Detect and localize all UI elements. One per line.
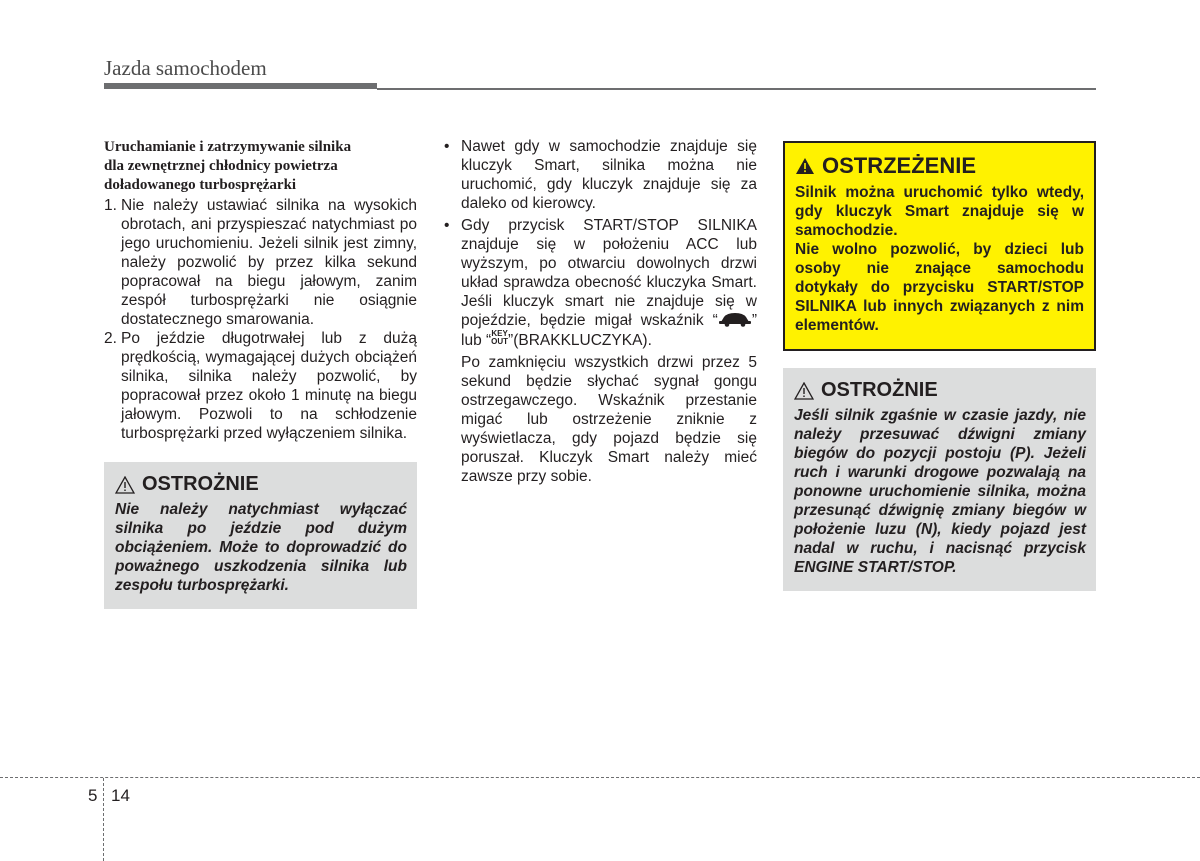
- warning-title-text: OSTRZEŻENIE: [822, 153, 977, 178]
- caution-text: Jeśli silnik zgaśnie w czasie jazdy, nie należy przesuwać dźwigni zmiany biegów do pozycji postoju (P). Jeżeli ruch i warunki drogowe pozwalają na ponowne uruchomienie silnika, można przesunąć dźwignię zmiany biegów w położenie luzu (N), kiedy pojazd jest nadal w ruchu, i nacisnąć przycisk ENGINE START/STOP.: [794, 407, 1086, 576]
- key-label: KEY: [491, 329, 508, 338]
- caution-text: Nie należy natychmiast wyłączać silnika po jeździe pod dużym obciążeniem. Może to doprowadzić do poważnego uszkodzenia silnika lub zespołu turbosprężarki.: [115, 501, 407, 594]
- caution-box: [783, 368, 1096, 591]
- quote-lub: ” lub “: [461, 312, 758, 349]
- header-rule-thin: [377, 88, 1096, 90]
- item-text-main: Gdy przycisk START/STOP SILNIKA znajduje się w położeniu ACC lub wyższym, po otwarciu dowolnych drzwi układ sprawdza obecność kluczyka Smart. Jeśli kluczyk smart nie znajduje się w pojeździe, będzie migał wskaźnik: [461, 217, 757, 329]
- item-number: 1.: [104, 197, 117, 214]
- warning-triangle-icon: [795, 157, 815, 175]
- caution-box: [104, 462, 417, 609]
- warning-triangle-icon: [115, 476, 135, 494]
- out-label: OUT: [491, 337, 509, 346]
- column-right: [783, 141, 1096, 591]
- warning-text-1: Silnik można uruchomić tylko wtedy, gdy kluczyk Smart znajduje się w samochodzie.: [795, 184, 1084, 239]
- page-header-title: Jazda samochodem: [104, 56, 267, 80]
- chapter-number: 5: [88, 786, 98, 805]
- bullet-dot: •: [444, 138, 450, 155]
- list-item: [104, 196, 417, 329]
- heading-line: Uruchamianie i zatrzymywanie silnika: [104, 139, 352, 155]
- quote-end: ”(BRAKKLUCZYKA).: [508, 332, 652, 349]
- car-indicator-icon: [718, 311, 752, 327]
- paragraph: Po zamknięciu wszystkich drzwi przez 5 sekund będzie słychać sygnał gongu ostrzegawczego. Wskaźnik przestanie migać lub ostrzeżenie zniknie z wyświetlacza, gdy pojazd będzie się poruszał. Kluczyk Smart należy mieć zawsze przy sobie.: [461, 354, 757, 485]
- warning-title: [795, 153, 1084, 179]
- warning-triangle-icon: [794, 382, 814, 400]
- list-item: [104, 329, 417, 443]
- list-item: [444, 216, 757, 350]
- column-left: [104, 137, 417, 609]
- heading-line: doładowanego turbosprężarki: [104, 177, 297, 193]
- bullet-list: [444, 137, 757, 486]
- section-heading: [104, 137, 417, 195]
- numbered-list: [104, 196, 417, 443]
- heading-line: dla zewnętrznej chłodnicy powietrza: [104, 158, 338, 174]
- footer-divider: [0, 777, 1200, 778]
- quote-mark: “: [712, 312, 718, 329]
- item-text: [461, 216, 757, 350]
- header-rule-thick: [104, 83, 377, 89]
- item-number: 2.: [104, 330, 117, 347]
- caution-title: [115, 473, 407, 496]
- item-text: Nie należy ustawiać silnika na wysokich obrotach, ani przyspieszać natychmiast po jego uruchomieniu. Jeżeli silnik jest zimny, należy pozwolić by przez kilka sekund popracował na biegu jałowym, zanim zespół turbosprężarki nie osiągnie dostatecznego smarowania.: [121, 197, 417, 328]
- caution-title: [794, 379, 1086, 402]
- list-item: [444, 137, 757, 213]
- column-middle: [444, 137, 757, 486]
- footer-vertical-divider: [103, 778, 104, 861]
- caution-title-text: OSTROŻNIE: [142, 473, 259, 495]
- page-number: 14: [111, 786, 130, 805]
- warning-text-2: Nie wolno pozwolić, by dzieci lub osoby nie znające samochodu dotykały do przycisku START/STOP SILNIKA lub innych związanych z nim elementów.: [795, 241, 1084, 334]
- item-text: Nawet gdy w samochodzie znajduje się kluczyk Smart, silnika można nie uruchomić, gdy kluczyk znajduje się za daleko od kierowcy.: [461, 138, 757, 212]
- warning-box: [783, 141, 1096, 351]
- caution-title-text: OSTROŻNIE: [821, 379, 938, 401]
- item-text: Po jeździe długotrwałej lub z dużą prędkością, wymagającej dużych obciążeń silnika, silnika należy pozwolić, by popracował przez około 1 minutę na biegu jałowym. Pozwoli to na schłodzenie turbosprężarki przed wyłączeniem silnika.: [121, 330, 417, 442]
- key-out-indicator: [491, 330, 508, 346]
- bullet-dot: •: [444, 217, 450, 234]
